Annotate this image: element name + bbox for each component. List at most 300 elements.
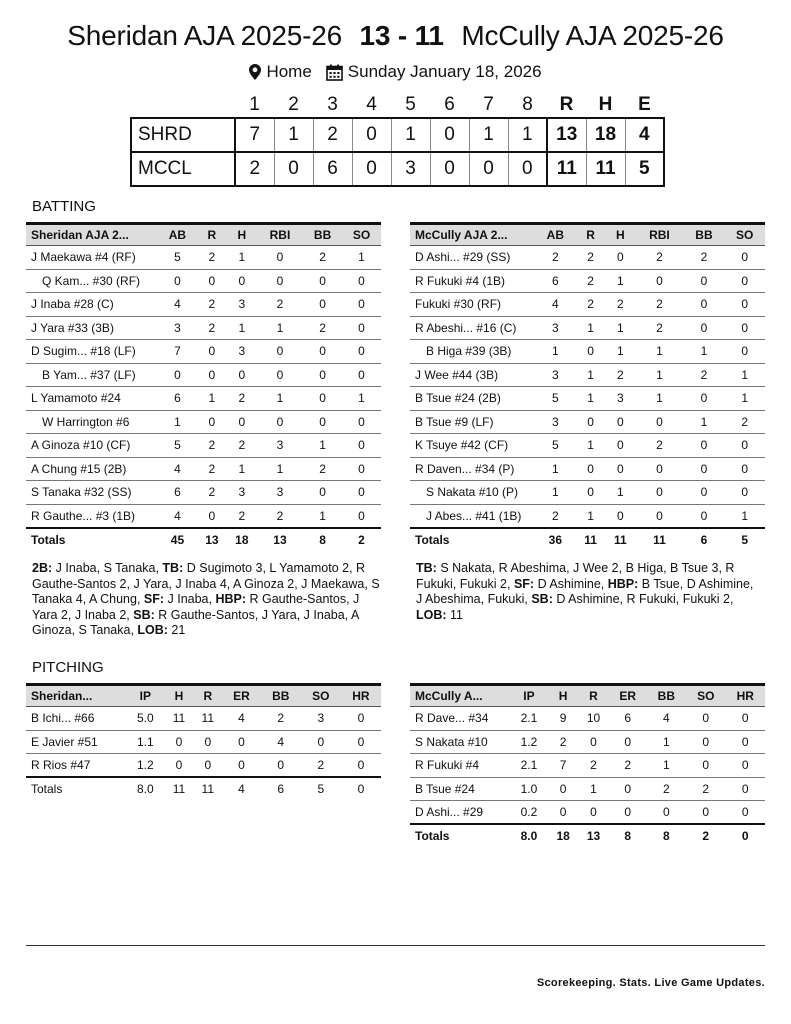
player-name: R Daven... #34 (P): [410, 457, 535, 481]
total-cell: 8: [609, 824, 647, 847]
stat-column-header: R: [578, 685, 608, 707]
stat-cell: 0: [303, 387, 342, 411]
note-value: J Inaba,: [167, 592, 216, 606]
stat-cell: 2: [227, 387, 257, 411]
stat-cell: 1: [303, 504, 342, 528]
stat-cell: 0: [684, 269, 725, 293]
stat-cell: 0: [342, 340, 381, 364]
stat-cell: 0: [684, 481, 725, 505]
stat-cell: 1: [158, 410, 197, 434]
stat-cell: 0: [303, 481, 342, 505]
stat-cell: 3: [535, 316, 576, 340]
stat-cell: 0: [342, 504, 381, 528]
total-cell: 11: [576, 528, 606, 551]
stat-cell: 2: [197, 293, 227, 317]
total-cell: 8: [303, 528, 342, 551]
inning-runs: 0: [430, 152, 469, 186]
player-name: S Tanaka #32 (SS): [26, 481, 158, 505]
map-pin-icon: [249, 64, 261, 80]
stat-cell: 0: [222, 730, 261, 754]
linescore-team-row: [131, 152, 664, 186]
stat-cell: 0: [342, 481, 381, 505]
stat-cell: 0: [548, 777, 578, 801]
stat-cell: 0: [261, 754, 301, 778]
inning-runs: 0: [430, 118, 469, 152]
total-runs: 11: [547, 152, 586, 186]
stat-cell: 2: [301, 754, 341, 778]
table-header-row: [410, 224, 765, 246]
team-column-header: McCully AJA 2...: [410, 224, 535, 246]
table-row: [410, 246, 765, 270]
player-name: B Yam... #37 (LF): [26, 363, 158, 387]
player-name: J Abes... #41 (1B): [410, 504, 535, 528]
errors-header: E: [638, 93, 651, 115]
stat-cell: 0: [548, 801, 578, 825]
stat-cell: 0: [724, 340, 765, 364]
inning-header: 5: [405, 93, 416, 115]
away-batting-notes: [416, 561, 761, 623]
note-value: D Ashimine,: [537, 576, 608, 591]
stat-column-header: BB: [684, 224, 725, 246]
stat-cell: 2: [197, 481, 227, 505]
stat-cell: 4: [647, 707, 686, 731]
stat-cell: 2: [605, 293, 635, 317]
total-cell: 8.0: [510, 824, 548, 847]
inning-runs: 0: [274, 152, 313, 186]
stat-cell: 1: [647, 730, 686, 754]
stat-cell: 3: [227, 481, 257, 505]
pitching-section-label: PITCHING: [32, 659, 104, 676]
player-name: J Wee #44 (3B): [410, 363, 535, 387]
stat-cell: 1: [605, 481, 635, 505]
stat-cell: 3: [605, 387, 635, 411]
stat-cell: 0: [576, 481, 606, 505]
total-cell: 11: [635, 528, 683, 551]
stat-cell: 0: [301, 730, 341, 754]
stat-cell: 0: [609, 777, 647, 801]
stat-column-header: SO: [342, 224, 381, 246]
total-hits: 18: [586, 118, 625, 152]
stat-cell: 0: [725, 730, 765, 754]
player-name: J Maekawa #4 (RF): [26, 246, 158, 270]
stat-cell: 0: [222, 754, 261, 778]
stat-cell: 0: [197, 363, 227, 387]
table-row: [410, 707, 765, 731]
stat-cell: 1: [605, 269, 635, 293]
game-date: [326, 62, 542, 82]
stat-cell: 2: [686, 777, 725, 801]
stat-cell: 0: [605, 504, 635, 528]
table-row: [410, 730, 765, 754]
stat-cell: 2: [684, 246, 725, 270]
table-row: [26, 434, 381, 458]
team-column-header: McCully A...: [410, 685, 510, 707]
player-name: D Sugim... #18 (LF): [26, 340, 158, 364]
runs-header: R: [559, 93, 574, 115]
stat-column-header: BB: [261, 685, 301, 707]
stat-cell: 0: [197, 410, 227, 434]
linescore-header-row: [131, 92, 664, 118]
total-cell: 11: [605, 528, 635, 551]
note-key: LOB:: [416, 607, 451, 622]
stat-cell: 1: [635, 340, 683, 364]
player-name: S Nakata #10 (P): [410, 481, 535, 505]
table-row: [410, 754, 765, 778]
total-cell: 6: [684, 528, 725, 551]
stat-cell: 0: [303, 293, 342, 317]
stat-column-header: AB: [158, 224, 197, 246]
stat-cell: 9: [548, 707, 578, 731]
total-cell: 13: [257, 528, 303, 551]
stat-cell: 2: [578, 754, 608, 778]
home-pitching-table: [26, 683, 381, 800]
stat-cell: 11: [193, 707, 222, 731]
stat-cell: 2: [535, 504, 576, 528]
table-row: [410, 316, 765, 340]
note-key: SB:: [133, 607, 159, 622]
inning-header: 8: [522, 93, 533, 115]
stat-cell: 1: [576, 434, 606, 458]
stat-cell: 0: [257, 363, 303, 387]
stat-column-header: RBI: [635, 224, 683, 246]
stat-cell: 0: [342, 457, 381, 481]
stat-cell: 2: [227, 434, 257, 458]
stat-cell: 1: [303, 434, 342, 458]
stat-column-header: H: [165, 685, 194, 707]
stat-cell: 10: [578, 707, 608, 731]
stat-cell: 1: [227, 457, 257, 481]
total-cell: 36: [535, 528, 576, 551]
stat-cell: 2: [197, 246, 227, 270]
stat-cell: 1: [605, 316, 635, 340]
table-row: [410, 363, 765, 387]
total-cell: 11: [165, 777, 194, 800]
stat-cell: 0: [578, 730, 608, 754]
stat-cell: 2: [535, 246, 576, 270]
location-text: Home: [266, 62, 312, 81]
stat-cell: 0: [158, 269, 197, 293]
stat-cell: 0: [158, 363, 197, 387]
total-cell: 4: [222, 777, 261, 800]
player-name: Fukuki #30 (RF): [410, 293, 535, 317]
inning-header: 4: [366, 93, 377, 115]
stat-cell: 1: [605, 340, 635, 364]
inning-runs: 2: [313, 118, 352, 152]
stat-cell: 1: [257, 457, 303, 481]
stat-column-header: H: [227, 224, 257, 246]
stat-cell: 1: [257, 387, 303, 411]
note-key: SF:: [143, 592, 168, 606]
stat-cell: 1: [684, 410, 725, 434]
stat-cell: 2: [303, 457, 342, 481]
player-name: B Ichi... #66: [26, 707, 126, 731]
stat-column-header: HR: [341, 685, 381, 707]
table-row: [410, 504, 765, 528]
player-name: R Fukuki #4: [410, 754, 510, 778]
table-row: [26, 363, 381, 387]
stat-column-header: BB: [303, 224, 342, 246]
stat-cell: 2: [257, 293, 303, 317]
table-row: [26, 293, 381, 317]
stat-column-header: H: [605, 224, 635, 246]
game-meta: [0, 62, 791, 82]
note-value: R Gauthe-Santos, J Yara, J Inaba, A Ginoza, S Tanaka,: [32, 607, 359, 637]
stat-cell: 2: [609, 754, 647, 778]
stat-cell: 6: [609, 707, 647, 731]
stat-cell: 0: [576, 457, 606, 481]
stat-cell: 6: [158, 387, 197, 411]
player-name: S Nakata #10: [410, 730, 510, 754]
footer-divider: [26, 945, 765, 946]
stat-cell: 0: [725, 801, 765, 825]
totals-label: Totals: [26, 528, 158, 551]
player-name: W Harrington #6: [26, 410, 158, 434]
stat-cell: 2: [548, 730, 578, 754]
stat-cell: 2: [257, 504, 303, 528]
stat-cell: 4: [535, 293, 576, 317]
stat-cell: 4: [158, 457, 197, 481]
inning-runs: 0: [352, 152, 391, 186]
player-name: R Abeshi... #16 (C): [410, 316, 535, 340]
away-team-name: McCully AJA 2025-26: [461, 20, 724, 51]
stat-cell: 6: [535, 269, 576, 293]
stat-column-header: IP: [126, 685, 165, 707]
stat-cell: 0: [197, 504, 227, 528]
stat-cell: 0: [724, 434, 765, 458]
stat-cell: 3: [301, 707, 341, 731]
stat-cell: 1: [197, 387, 227, 411]
stat-cell: 5.0: [126, 707, 165, 731]
note-value: 21: [171, 623, 186, 637]
inning-header: 3: [327, 93, 338, 115]
stat-cell: 0: [165, 730, 194, 754]
stat-cell: 1: [227, 246, 257, 270]
totals-label: Totals: [410, 528, 535, 551]
player-name: E Javier #51: [26, 730, 126, 754]
inning-runs: 1: [274, 118, 313, 152]
stat-cell: 1: [535, 340, 576, 364]
stat-cell: 0: [193, 754, 222, 778]
table-row: [410, 387, 765, 411]
stat-cell: 1: [535, 481, 576, 505]
total-cell: 8.0: [126, 777, 165, 800]
stat-cell: 0: [341, 754, 381, 778]
stat-cell: 1: [576, 504, 606, 528]
totals-row: [410, 528, 765, 551]
table-row: [26, 316, 381, 340]
stat-cell: 6: [158, 481, 197, 505]
stat-cell: 1.1: [126, 730, 165, 754]
stat-cell: 1: [257, 316, 303, 340]
table-row: [410, 293, 765, 317]
total-cell: 2: [342, 528, 381, 551]
stat-cell: 3: [257, 481, 303, 505]
stat-cell: 0: [303, 410, 342, 434]
stat-cell: 0: [686, 707, 725, 731]
table-row: [26, 246, 381, 270]
total-errors: 5: [625, 152, 664, 186]
footer-tagline: Scorekeeping. Stats. Live Game Updates.: [536, 977, 765, 989]
note-value: S Nakata, R Abeshima, J Wee 2, B Higa, B Tsue 3, R Fukuki, Fukuki 2,: [416, 561, 735, 591]
stat-cell: 0: [686, 754, 725, 778]
table-row: [26, 340, 381, 364]
stat-cell: 0: [303, 363, 342, 387]
note-key: LOB:: [137, 623, 172, 637]
note-value: 11: [450, 607, 464, 622]
stat-cell: 0: [724, 457, 765, 481]
stat-cell: 1.2: [126, 754, 165, 778]
player-name: B Tsue #9 (LF): [410, 410, 535, 434]
note-key: HBP:: [215, 592, 250, 606]
note-key: SB:: [531, 592, 557, 606]
stat-cell: 0: [647, 801, 686, 825]
stat-cell: 0: [257, 340, 303, 364]
table-row: [410, 481, 765, 505]
stat-cell: 1: [724, 363, 765, 387]
batting-section-label: BATTING: [32, 198, 96, 215]
stat-cell: 0: [578, 801, 608, 825]
stat-cell: 2.1: [510, 707, 548, 731]
stat-column-header: SO: [686, 685, 725, 707]
final-score: 13 - 11: [359, 20, 444, 51]
home-batting-table: [26, 222, 381, 551]
table-row: [26, 754, 381, 778]
table-row: [410, 777, 765, 801]
stat-cell: 0: [342, 316, 381, 340]
table-header-row: [26, 685, 381, 707]
total-cell: 11: [193, 777, 222, 800]
stat-cell: 2: [303, 316, 342, 340]
player-name: R Dave... #34: [410, 707, 510, 731]
stat-cell: 0: [227, 363, 257, 387]
stat-cell: 0: [165, 754, 194, 778]
stat-cell: 0: [197, 340, 227, 364]
stat-cell: 1: [342, 387, 381, 411]
table-row: [26, 730, 381, 754]
totals-label: Totals: [26, 777, 126, 800]
stat-cell: 3: [227, 340, 257, 364]
away-pitching-table: [410, 683, 765, 847]
note-key: TB:: [162, 561, 187, 575]
away-batting-table: [410, 222, 765, 551]
stat-cell: 2: [303, 246, 342, 270]
total-cell: 13: [578, 824, 608, 847]
inning-header: 6: [444, 93, 455, 115]
totals-label: Totals: [410, 824, 510, 847]
stat-column-header: SO: [724, 224, 765, 246]
total-cell: 18: [227, 528, 257, 551]
total-cell: 18: [548, 824, 578, 847]
stat-cell: 2: [576, 246, 606, 270]
stat-cell: 0: [684, 434, 725, 458]
stat-cell: 4: [222, 707, 261, 731]
date-text: Sunday January 18, 2026: [347, 62, 542, 81]
player-name: A Chung #15 (2B): [26, 457, 158, 481]
hits-header: H: [598, 93, 613, 115]
stat-cell: 0: [605, 410, 635, 434]
stat-cell: 2: [635, 293, 683, 317]
stat-column-header: R: [193, 685, 222, 707]
total-cell: 6: [261, 777, 301, 800]
team-abbr: SHRD: [131, 118, 235, 152]
total-cell: 5: [724, 528, 765, 551]
stat-cell: 2: [605, 363, 635, 387]
stat-cell: 0: [257, 410, 303, 434]
player-name: K Tsuye #42 (CF): [410, 434, 535, 458]
team-abbr: MCCL: [131, 152, 235, 186]
stat-cell: 3: [535, 410, 576, 434]
stat-cell: 1: [535, 457, 576, 481]
stat-cell: 0: [257, 269, 303, 293]
stat-cell: 0: [684, 316, 725, 340]
inning-header: 7: [483, 93, 494, 115]
table-header-row: [26, 224, 381, 246]
total-cell: 2: [686, 824, 725, 847]
player-name: B Tsue #24 (2B): [410, 387, 535, 411]
stat-cell: 1: [724, 504, 765, 528]
stat-cell: 0: [257, 246, 303, 270]
total-cell: 5: [301, 777, 341, 800]
stat-cell: 2: [684, 363, 725, 387]
stat-cell: 4: [261, 730, 301, 754]
note-value: D Sugimoto 3, L Yamamoto 2, R Gauthe-Santos 2, J Yara, J Inaba 4, A Ginoza 2, J Maekawa, S Tanaka 4, A Chung,: [32, 561, 380, 606]
stat-cell: 2: [227, 504, 257, 528]
stat-cell: 0: [635, 410, 683, 434]
totals-row: [26, 777, 381, 800]
stat-cell: 0: [686, 801, 725, 825]
note-key: TB:: [416, 561, 441, 575]
note-key: 2B:: [32, 561, 56, 575]
home-batting-notes: [32, 561, 384, 639]
player-name: R Gauthe... #3 (1B): [26, 504, 158, 528]
stat-cell: 1: [576, 316, 606, 340]
stat-cell: 0: [609, 801, 647, 825]
stat-cell: 0: [684, 387, 725, 411]
total-cell: 13: [197, 528, 227, 551]
stat-cell: 0: [576, 340, 606, 364]
note-value: J Inaba, S Tanaka,: [55, 561, 163, 575]
stat-cell: 1: [635, 387, 683, 411]
stat-cell: 11: [165, 707, 194, 731]
stat-cell: 0: [725, 754, 765, 778]
stat-column-header: BB: [647, 685, 686, 707]
stat-cell: 0: [684, 293, 725, 317]
stat-cell: 1: [647, 754, 686, 778]
stat-cell: 0: [684, 457, 725, 481]
stat-column-header: RBI: [257, 224, 303, 246]
stat-cell: 2: [261, 707, 301, 731]
total-cell: 8: [647, 824, 686, 847]
stat-cell: 1: [227, 316, 257, 340]
table-row: [26, 504, 381, 528]
stat-column-header: R: [576, 224, 606, 246]
stat-column-header: H: [548, 685, 578, 707]
total-cell: 0: [341, 777, 381, 800]
stat-column-header: R: [197, 224, 227, 246]
stat-cell: 1: [576, 387, 606, 411]
stat-cell: 0: [686, 730, 725, 754]
player-name: D Ashi... #29: [410, 801, 510, 825]
stat-cell: 0: [725, 777, 765, 801]
note-value: B Tsue, D Ashimine, J Abeshima, Fukuki,: [416, 576, 754, 606]
note-key: HBP:: [607, 576, 642, 591]
stat-cell: 0: [724, 246, 765, 270]
stat-cell: 7: [548, 754, 578, 778]
stat-cell: 1.2: [510, 730, 548, 754]
table-row: [26, 481, 381, 505]
stat-cell: 0: [193, 730, 222, 754]
player-name: J Inaba #28 (C): [26, 293, 158, 317]
